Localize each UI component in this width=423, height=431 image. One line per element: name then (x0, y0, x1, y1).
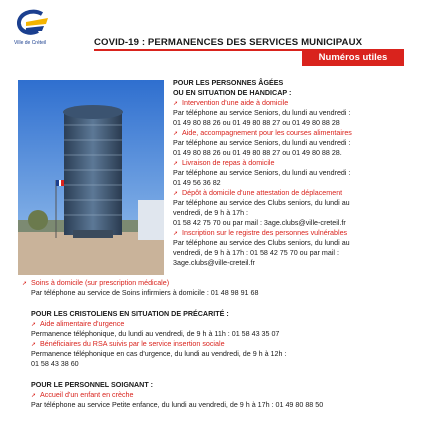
elderly-line: Par téléphone au service Seniors, du lundi au vendredi : (173, 139, 351, 147)
arrow-icon: ➚ (173, 161, 179, 167)
elderly-line: Par téléphone au service Seniors, du lundi au vendredi : (173, 109, 351, 117)
elderly-phone: 01 49 80 88 26 ou 01 49 80 88 27 ou 01 49 80 88 28. (173, 149, 342, 157)
precarity-phone: 01 58 43 38 60 (31, 360, 79, 368)
elderly-item-home-care: ➚ Soins à domicile (sur prescription médicale) (22, 279, 169, 290)
elderly-line: vendredi, de 9 h à 17h : 01 58 42 75 70 ou par mail : (173, 249, 339, 257)
elderly-item-attestation: ➚ Dépôt à domicile d'une attestation de déplacement (173, 189, 342, 200)
arrow-icon: ➚ (22, 281, 28, 287)
elderly-heading-2: OU EN SITUATION DE HANDICAP : (173, 89, 292, 97)
elderly-item-registry: ➚ Inscription sur le registre des personnes vulnérables (173, 229, 347, 240)
arrow-icon: ➚ (173, 131, 179, 137)
elderly-heading-1: POUR LES PERSONNES ÂGÉES (173, 79, 284, 87)
building-photo (18, 80, 164, 275)
arrow-icon: ➚ (173, 101, 179, 107)
elderly-line: Par téléphone au service Seniors, du lundi au vendredi : (173, 169, 351, 177)
useful-numbers-badge: Numéros utiles (302, 50, 404, 66)
elderly-item-home-help: ➚ Intervention d'une aide à domicile (173, 99, 288, 110)
precarity-line: Permanence téléphonique en cas d'urgence, du lundi au vendredi, de 9 h à 12h : (31, 350, 287, 358)
precarity-item-food: ➚ Aide alimentaire d'urgence (31, 320, 124, 331)
precarity-phone: Permanence téléphonique, du lundi au vendredi, de 9 h à 11h : 01 58 43 35 07 (31, 330, 280, 338)
nursing-phone: Par téléphone au service Petite enfance, du lundi au vendredi, de 9 h à 17h : 01 49 80 88 50 (31, 401, 324, 409)
page-title: COVID-19 : PERMANENCES DES SERVICES MUNICIPAUX (94, 37, 363, 48)
elderly-item-meals: ➚ Livraison de repas à domicile (173, 159, 274, 170)
nursing-item-creche: ➚ Accueil d'un enfant en crèche (31, 391, 133, 402)
elderly-line: vendredi, de 9 h à 17h : (173, 209, 249, 217)
arrow-icon: ➚ (173, 231, 179, 237)
elderly-phone: 01 49 56 36 82 (173, 179, 221, 187)
arrow-icon: ➚ (173, 191, 179, 197)
arrow-icon: ➚ (31, 393, 37, 399)
elderly-email: 3age.clubs@ville-creteil.fr (173, 259, 255, 267)
precarity-heading: POUR LES CRISTOLIENS EN SITUATION DE PRÉCARITÉ : (31, 310, 229, 318)
elderly-phone: 01 58 42 75 70 ou par mail : 3age.clubs@ville-creteil.fr (173, 219, 346, 227)
logo-caption: Ville de Créteil (14, 40, 47, 46)
elderly-line: Par téléphone au service des Clubs seniors, du lundi au (173, 239, 350, 247)
nursing-heading: POUR LE PERSONNEL SOIGNANT : (31, 381, 154, 389)
elderly-phone: 01 49 80 88 26 ou 01 49 80 88 27 ou 01 49 80 88 28 (173, 119, 340, 127)
precarity-item-rsa: ➚ Bénéficiaires du RSA suivis par le service insertion sociale (31, 340, 225, 351)
elderly-line: Par téléphone au service des Clubs seniors, du lundi au (173, 199, 350, 207)
elderly-item-shopping: ➚ Aide, accompagnement pour les courses alimentaires (173, 129, 352, 140)
elderly-phone: Par téléphone au service de Soins infirmiers à domicile : 01 48 98 91 68 (31, 289, 259, 297)
arrow-icon: ➚ (31, 322, 37, 328)
arrow-icon: ➚ (31, 342, 37, 348)
